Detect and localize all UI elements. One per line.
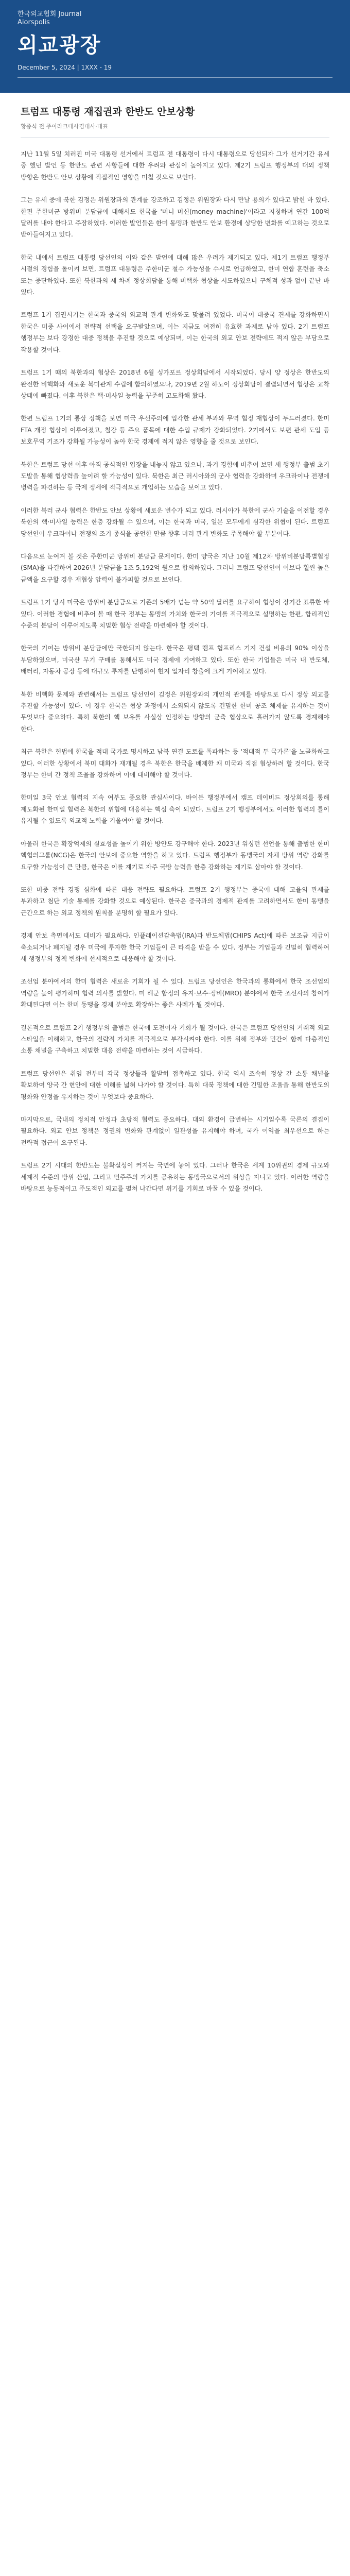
article-paragraph: 트럼프 1기 집권시기는 한국과 중국의 외교적 관계 변화와도 맞물려 있었다. 미국이 대중국 견제를 강화하면서 한국은 미중 사이에서 전략적 선택을 요구받았으며, 이는 지금도 여전히 유효한 과제로 남아 있다. 2기 트럼프 행정부는 보다 강경한 대중 정책을 추진할 것으로 예상되며, 이는 한국의 외교 안보 전략에도 적지 않은 부담으로 작용할 것이다. <box>21 311 329 353</box>
article-author: 황종식 전 주이라크대사겸대사·대표 <box>21 123 108 130</box>
article-paragraph: 또한 미중 전략 경쟁 심화에 따른 대응 전략도 필요하다. 트럼프 2기 행정부는 중국에 대해 고율의 관세를 부과하고 첨단 기술 통제를 강화할 것으로 예상된다. 한국은 중국과의 경제적 관계를 고려하면서도 한미 동맹을 근간으로 하는 외교 정책의 원칙을 분명히 할 필요가 있다. <box>21 886 329 917</box>
journal-name-en: Aiorspolis <box>18 19 50 26</box>
article-paragraph: 최근 북한은 헌법에 한국을 적대 국가로 명시하고 남북 연결 도로를 폭파하는 등 '적대적 두 국가론'을 노골화하고 있다. 이러한 상황에서 북미 대화가 재개될 경우 북한은 한국을 배제한 채 미국과 직접 협상하려 할 것이다. 한국 정부는 한미 간 정책 조율을 강화하여 이에 대비해야 할 것이다. <box>21 748 329 779</box>
article-title: 트럼프 대통령 재집권과 한반도 안보상황 <box>21 106 195 117</box>
article-paragraph: 북한 비핵화 문제와 관련해서는 트럼프 당선인이 김정은 위원장과의 개인적 관계를 바탕으로 다시 정상 외교를 추진할 가능성이 있다. 이 경우 한국은 협상 과정에서 소외되지 않도록 긴밀한 한미 공조 체제를 유지하는 것이 무엇보다 중요하다. 특히 북한의 핵 보유를 사실상 인정하는 방향의 군축 협상으로 흘러가지 않도록 경계해야 한다. <box>21 690 329 733</box>
article-paragraph: 한국 내에서 트럼프 대통령 당선인의 이와 같은 발언에 대해 많은 우려가 제기되고 있다. 제1기 트럼프 행정부 시절의 경험을 돌이켜 보면, 트럼프 대통령은 주한미군 철수 가능성을 수시로 언급하였고, 한미 연합 훈련을 축소 또는 중단하였다. 또한 북한과의 세 차례 정상회담을 통해 비핵화 협상을 시도하였으나 구체적 성과 없이 끝난 바 있다. <box>21 253 329 296</box>
publication-title: 외교광장 <box>18 33 101 57</box>
article-paragraph: 결론적으로 트럼프 2기 행정부의 출범은 한국에 도전이자 기회가 될 것이다. 한국은 트럼프 당선인의 거래적 외교 스타일을 이해하고, 한국의 전략적 가치를 적극적으로 부각시켜야 한다. 이를 위해 정부와 민간이 함께 다층적인 소통 채널을 구축하고 치밀한 대응 전략을 마련하는 것이 시급하다. <box>21 1024 329 1055</box>
article-paragraph: 조선업 분야에서의 한미 협력은 새로운 기회가 될 수 있다. 트럼프 당선인은 한국과의 통화에서 한국 조선업의 역량을 높이 평가하며 협력 의사를 밝혔다. 미 해군 함정의 유지·보수·정비(MRO) 분야에서 한국 조선사의 참여가 확대된다면 이는 한미 동맹을 경제 분야로 확장하는 좋은 사례가 될 것이다. <box>21 978 329 1009</box>
article-paragraph: 트럼프 1기 때의 북한과의 협상은 2018년 6월 싱가포르 정상회담에서 시작되었다. 당시 양 정상은 한반도의 완전한 비핵화와 새로운 북미관계 수립에 합의하였으나, 2019년 2월 하노이 정상회담이 결렬되면서 협상은 교착 상태에 빠졌다. 이후 북한은 핵·미사일 능력을 꾸준히 고도화해 왔다. <box>21 369 329 399</box>
article-paragraph: 경제 안보 측면에서도 대비가 필요하다. 인플레이션감축법(IRA)과 반도체법(CHIPS Act)에 따른 보조금 지급이 축소되거나 폐지될 경우 미국에 투자한 한국 기업들이 큰 타격을 받을 수 있다. 정부는 기업들과 긴밀히 협력하여 새 행정부의 정책 변화에 선제적으로 대응해야 할 것이다. <box>21 932 329 962</box>
article-paragraph: 한편 트럼프 1기의 통상 정책을 보면 미국 우선주의에 입각한 관세 부과와 무역 협정 재협상이 두드러졌다. 한미 FTA 개정 협상이 이루어졌고, 철강 등 주요 품목에 대한 수입 규제가 강화되었다. 2기에서도 보편 관세 도입 등 보호무역 기조가 강화될 가능성이 높아 한국 경제에 적지 않은 영향을 줄 것으로 보인다. <box>21 415 329 446</box>
journal-header <box>0 0 350 93</box>
article-paragraph: 트럼프 2기 시대의 한반도는 불확실성이 커지는 국면에 놓여 있다. 그러나 한국은 세계 10위권의 경제 규모와 세계적 수준의 방위 산업, 그리고 민주주의 가치를 공유하는 동맹국으로서의 위상을 지니고 있다. 이러한 역량을 바탕으로 능동적이고 주도적인 외교를 펼쳐 나간다면 위기를 기회로 바꿀 수 있을 것이다. <box>21 1162 329 1193</box>
header-divider <box>18 77 332 78</box>
journal-name-ko: 한국외교협회 Journal <box>18 10 82 18</box>
article-paragraph: 아울러 한국은 확장억제의 실효성을 높이기 위한 방안도 강구해야 한다. 2023년 워싱턴 선언을 통해 출범한 한미 핵협의그룹(NCG)은 한국의 안보에 중요한 역할을 하고 있다. 트럼프 행정부가 동맹국의 자체 방위 역량 강화를 요구할 가능성이 큰 만큼, 한국은 이를 계기로 자주 국방 능력을 한층 강화하는 계기로 삼아야 할 것이다. <box>21 840 329 871</box>
article-paragraph: 트럼프 당선인은 취임 전부터 각국 정상들과 활발히 접촉하고 있다. 한국 역시 조속히 정상 간 소통 채널을 확보하여 양국 간 현안에 대한 이해를 넓혀 나가야 할 것이다. 특히 대북 정책에 대한 긴밀한 조율을 통해 한반도의 평화와 안정을 유지하는 것이 무엇보다 중요하다. <box>21 1070 329 1100</box>
article <box>0 104 350 1194</box>
article-paragraph: 그는 유세 중에 북한 김정은 위원장과의 관계를 강조하고 김정은 위원장과 다시 만날 용의가 있다고 밝힌 바 있다. 한편 주한미군 방위비 분담금에 대해서도 한국을 '머니 머신(money machine)'이라고 지칭하며 연간 100억 달러를 내야 한다고 주장하였다. 이러한 발언들은 한미 동맹과 한반도 안보 환경에 상당한 변화를 예고하는 것으로 받아들여지고 있다. <box>21 196 329 239</box>
article-paragraph: 다음으로 눈여겨 볼 것은 주한미군 방위비 분담금 문제이다. 한미 양국은 지난 10월 제12차 방위비분담특별협정(SMA)을 타결하여 2026년 분담금을 1조 5,192억 원으로 합의하였다. 그러나 트럼프 당선인이 이보다 훨씬 높은 금액을 요구할 경우 재협상 압력이 불가피할 것으로 보인다. <box>21 552 329 583</box>
article-paragraph: 트럼프 1기 당시 미국은 방위비 분담금으로 기존의 5배가 넘는 약 50억 달러를 요구하여 협상이 장기간 표류한 바 있다. 이러한 경험에 비추어 볼 때 한국 정부는 동맹의 가치와 한국의 기여를 적극적으로 설명하는 한편, 합리적인 수준의 분담이 이루어지도록 치밀한 협상 전략을 마련해야 할 것이다. <box>21 599 329 629</box>
article-paragraph: 북한은 트럼프 당선 이후 아직 공식적인 입장을 내놓지 않고 있으나, 과거 경험에 비추어 보면 새 행정부 출범 초기 도발을 통해 협상력을 높이려 할 가능성이 있다. 북한은 최근 러시아와의 군사 협력을 강화하며 우크라이나 전쟁에 병력을 파견하는 등 국제 정세에 적극적으로 개입하는 모습을 보이고 있다. <box>21 461 329 492</box>
journal-name <box>18 10 81 27</box>
article-paragraph: 한미일 3국 안보 협력의 지속 여부도 중요한 관심사이다. 바이든 행정부에서 캠프 데이비드 정상회의를 통해 제도화된 한미일 협력은 북한의 위협에 대응하는 핵심 축이 되었다. 트럼프 2기 행정부에서도 이러한 협력의 틀이 유지될 수 있도록 외교적 노력을 기울여야 할 것이다. <box>21 794 329 825</box>
issue-info: December 5, 2024 | 1XXX - 19 <box>18 64 112 71</box>
article-paragraph: 한국의 기여는 방위비 분담금에만 국한되지 않는다. 한국은 평택 캠프 험프리스 기지 건설 비용의 90% 이상을 부담하였으며, 미국산 무기 구매를 통해서도 미국 경제에 기여하고 있다. 또한 한국 기업들은 미국 내 반도체, 배터리, 자동차 공장 등에 대규모 투자를 단행하여 현지 일자리 창출에 크게 기여하고 있다. <box>21 645 329 675</box>
article-paragraph: 이러한 북러 군사 협력은 한반도 안보 상황에 새로운 변수가 되고 있다. 러시아가 북한에 군사 기술을 이전할 경우 북한의 핵·미사일 능력은 한층 강화될 수 있으며, 이는 한국과 미국, 일본 모두에게 심각한 위협이 된다. 트럼프 당선인이 우크라이나 전쟁의 조기 종식을 공언한 만큼 향후 미러 관계 변화도 주목해야 할 부분이다. <box>21 506 329 537</box>
article-body <box>21 148 329 1194</box>
article-paragraph: 마지막으로, 국내의 정치적 안정과 초당적 협력도 중요하다. 대외 환경이 급변하는 시기일수록 국론의 결집이 필요하다. 외교 안보 정책은 정권의 변화와 관계없이 일관성을 유지해야 하며, 국가 이익을 최우선으로 하는 전략적 접근이 요구된다. <box>21 1116 329 1146</box>
article-paragraph: 지난 11월 5일 치러진 미국 대통령 선거에서 트럼프 전 대통령이 다시 대통령으로 당선되자 그가 선거기간 유세 중 했던 발언 등 한반도 관련 사항들에 대한 우려와 관심이 높아지고 있다. 제2기 트럼프 행정부의 대외 정책 방향은 한반도 안보 상황에 직접적인 영향을 미칠 것으로 보인다. <box>21 150 329 181</box>
